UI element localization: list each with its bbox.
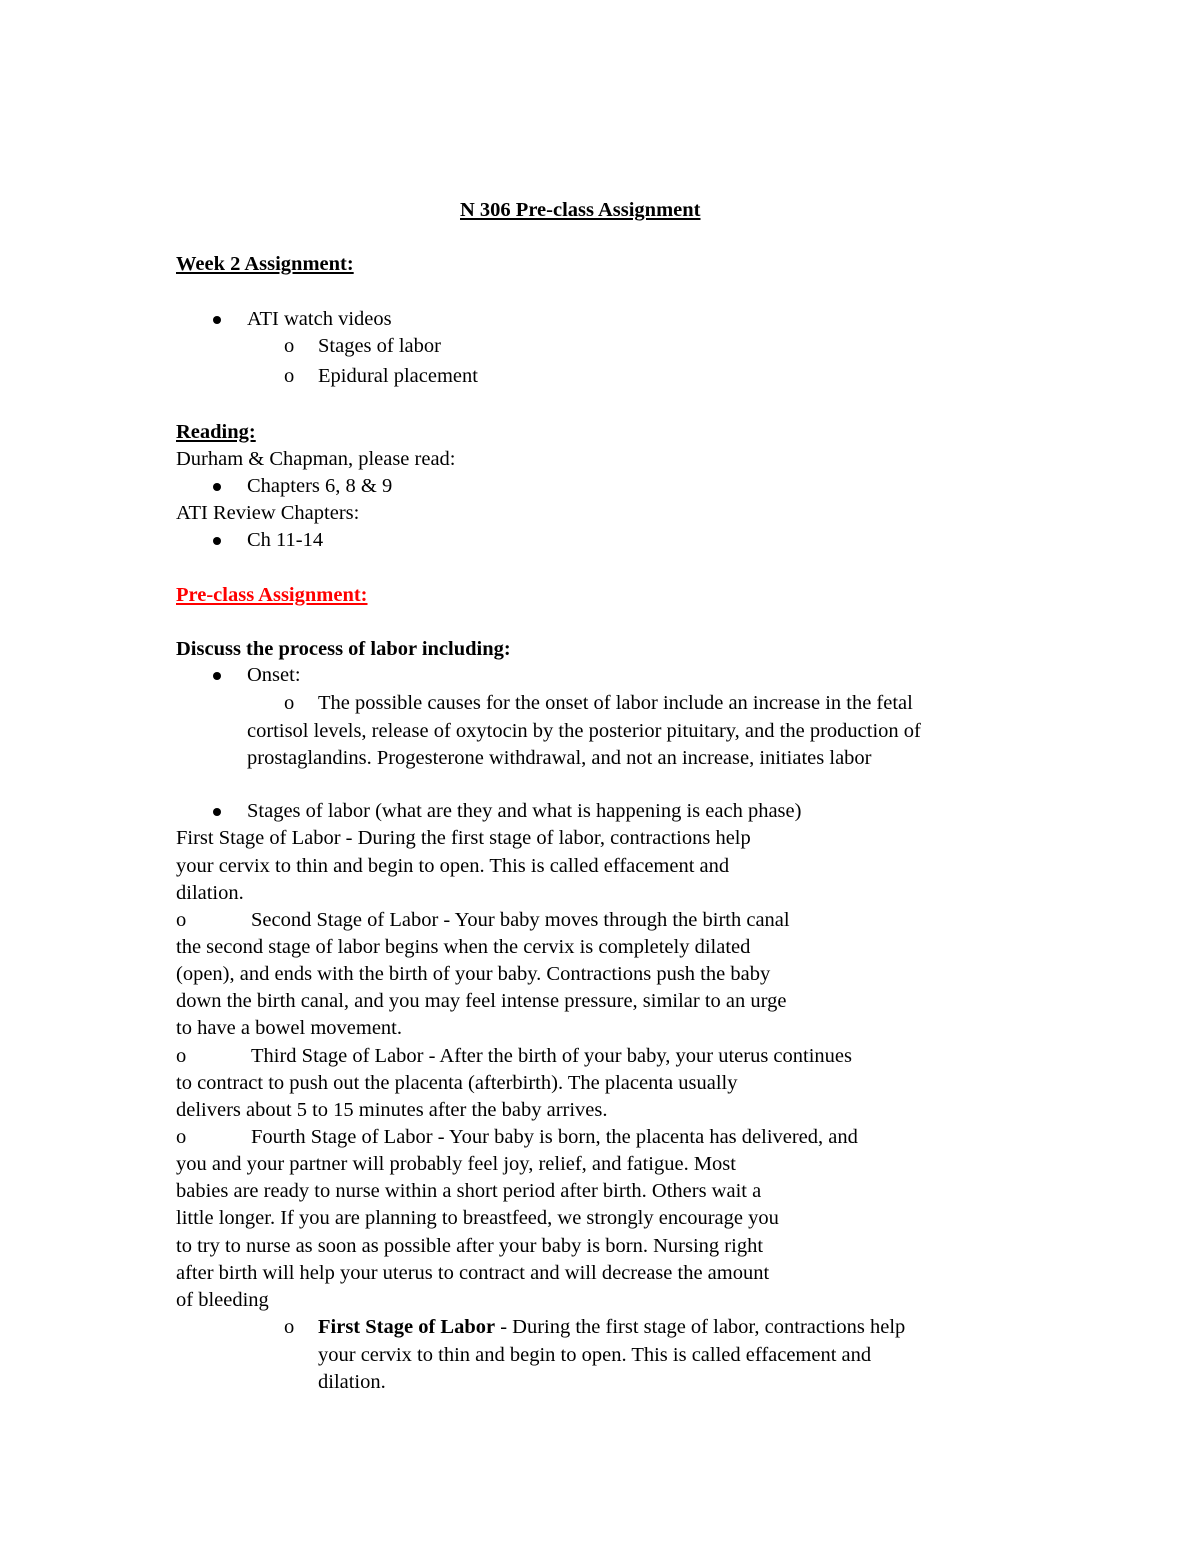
first-stage-line: First Stage of Labor - During the first stage of labor, contractions help xyxy=(176,827,751,849)
sub-bullet-icon: o xyxy=(284,365,295,387)
final-first-stage-bold: First Stage of Labor xyxy=(318,1316,496,1338)
third-stage-line: Third Stage of Labor - After the birth of your baby, your uterus continues xyxy=(251,1045,852,1067)
fourth-stage-line: Fourth Stage of Labor - Your baby is born, the placenta has delivered, and xyxy=(251,1126,858,1148)
bullet-icon xyxy=(213,672,221,680)
second-stage-line: to have a bowel movement. xyxy=(176,1017,403,1039)
sub-bullet-icon: o xyxy=(284,1316,295,1338)
fourth-stage-line: babies are ready to nurse within a short period after birth. Others wait a xyxy=(176,1180,762,1202)
reading-durham-chapters: Chapters 6, 8 & 9 xyxy=(247,475,393,497)
first-stage-line: your cervix to thin and begin to open. This is called effacement and xyxy=(176,855,730,877)
fourth-stage-line: little longer. If you are planning to breastfeed, we strongly encourage you xyxy=(176,1207,779,1229)
third-stage-line: delivers about 5 to 15 minutes after the baby arrives. xyxy=(176,1099,608,1121)
week-item-ati-videos: ATI watch videos xyxy=(247,308,392,330)
onset-text-line: The possible causes for the onset of labor include an increase in the fetal xyxy=(318,692,913,714)
fourth-stage-line: of bleeding xyxy=(176,1289,269,1311)
fourth-stage-line: to try to nurse as soon as possible after your baby is born. Nursing right xyxy=(176,1235,764,1257)
second-stage-line: (open), and ends with the birth of your baby. Contractions push the baby xyxy=(176,963,771,985)
second-stage-line: the second stage of labor begins when the cervix is completely dilated xyxy=(176,936,751,958)
final-first-stage-line xyxy=(318,1317,905,1338)
onset-text-line: cortisol levels, release of oxytocin by the posterior pituitary, and the production of xyxy=(247,720,921,742)
bullet-icon xyxy=(213,483,221,491)
onset-text-line: prostaglandins. Progesterone withdrawal, and not an increase, initiates labor xyxy=(247,747,872,769)
first-stage-line: dilation. xyxy=(176,882,244,904)
second-stage-line: Second Stage of Labor - Your baby moves through the birth canal xyxy=(251,909,790,931)
fourth-stage-line: you and your partner will probably feel joy, relief, and fatigue. Most xyxy=(176,1153,736,1175)
week-heading: Week 2 Assignment: xyxy=(176,253,354,275)
sub-bullet-icon: o xyxy=(284,335,295,357)
reading-ati-chapters: Ch 11-14 xyxy=(247,529,324,551)
third-stage-line: to contract to push out the placenta (afterbirth). The placenta usually xyxy=(176,1072,738,1094)
bullet-icon xyxy=(213,537,221,545)
sub-bullet-icon: o xyxy=(176,1045,187,1067)
week-subitem-stages: Stages of labor xyxy=(318,335,441,357)
final-first-stage-line: your cervix to thin and begin to open. This is called effacement and xyxy=(318,1344,872,1366)
stages-label: Stages of labor (what are they and what is happening is each phase) xyxy=(247,800,802,822)
reading-ati-intro: ATI Review Chapters: xyxy=(176,502,360,524)
document-title: N 306 Pre-class Assignment xyxy=(460,199,701,221)
final-first-stage-rest: - During the first stage of labor, contractions help xyxy=(495,1316,906,1338)
reading-heading: Reading: xyxy=(176,421,256,443)
sub-bullet-icon: o xyxy=(176,1126,187,1148)
week-subitem-epidural: Epidural placement xyxy=(318,365,478,387)
fourth-stage-line: after birth will help your uterus to contract and will decrease the amount xyxy=(176,1262,770,1284)
second-stage-line: down the birth canal, and you may feel intense pressure, similar to an urge xyxy=(176,990,787,1012)
reading-durham-intro: Durham & Chapman, please read: xyxy=(176,448,456,470)
final-first-stage-line: dilation. xyxy=(318,1371,386,1393)
discuss-heading: Discuss the process of labor including: xyxy=(176,638,511,660)
onset-label: Onset: xyxy=(247,664,301,686)
sub-bullet-icon: o xyxy=(284,692,295,714)
bullet-icon xyxy=(213,808,221,816)
bullet-icon xyxy=(213,316,221,324)
preclass-heading: Pre-class Assignment: xyxy=(176,584,368,606)
sub-bullet-icon: o xyxy=(176,909,187,931)
